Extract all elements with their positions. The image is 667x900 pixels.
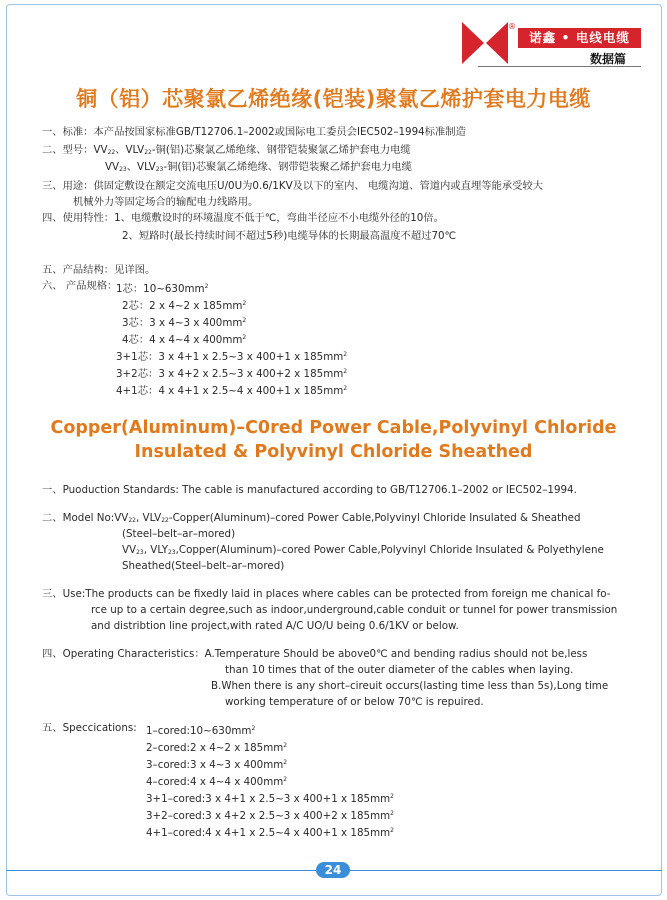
en-use-3: and distribtion line project,with rated A/C UO/U being 0.6/1KV or below.: [91, 620, 459, 632]
en-spec-item: $1-cored:10\sim 630mm^2$: [146, 725, 256, 737]
page-number: 24: [316, 862, 350, 878]
page-title-en-2: Insulated & Polyvinyl Chloride Sheathed: [134, 442, 533, 462]
registered-mark: ®: [508, 22, 516, 31]
en-spec-item: 4–cored:4 x 4~4 x $400mm^2$: [146, 776, 288, 788]
header-divider: [478, 66, 641, 67]
cn-spec-item: 1芯：$10\sim 630mm^2$: [116, 283, 209, 295]
en-spec-item: 3+2–cored:3 x 4+2 x 2.5~3 x 400+2 x $185mm^2$: [146, 810, 394, 822]
en-spec-item: 3–cored:3 x 4~3 x $400mm^2$: [146, 759, 288, 771]
cn-spec-item: 2芯：2 x 4~2 x $185mm^2$: [122, 300, 247, 312]
cn-model-2: $VV_{23}$、$VLV_{23}-$铜(铝)芯聚氯乙烯绝缘、钢带铠装聚乙烯护套电力电缆: [105, 161, 412, 173]
brand-logo-icon: [462, 22, 508, 64]
cn-spec-item: 3+1芯：3 x 4+1 x 2.5~3 x 400+1 x $185mm^2$: [116, 351, 348, 363]
en-use-1: 三、Use:The products can be fixedly laid in places where cables can be protected from foreign me chanical fo-: [42, 588, 611, 600]
cn-char-2: 2、短路时(最长持续时间不超过5秒)电缆导体的长期最高温度不超过70℃: [122, 230, 457, 242]
cn-spec-item: 3+2芯：3 x 4+2 x 2.5~3 x 400+2 x $185mm^2$: [116, 368, 348, 380]
cn-spec-item: 3芯：3 x 4~3 x $400mm^2$: [122, 317, 247, 329]
en-model-2: $VV_{23}$, $VLY_{23},Copper(Aluminum)$–cored Power Cable,Polyvinyl Chloride Insulated & Polyethylene: [122, 544, 604, 556]
section-label: 数据篇: [590, 52, 627, 66]
en-op-4: working temperature of or below 70℃ is repuired.: [225, 696, 484, 708]
en-spec-item: 4+1–cored:4 x 4+1 x 2.5~4 x 400+1 x $185mm^2$: [146, 827, 394, 839]
cn-char-1: 四、使用特性：1、电缆敷设时的环境温度不低于℃，弯曲半径应不小电缆外径的10倍。: [42, 212, 444, 224]
cn-standard: 一、标准：本产品按国家标准GB/T12706.1–2002或国际电工委员会IEC502–1994标准制造: [42, 126, 466, 138]
cn-spec-label: 六、 产品规格：: [42, 280, 118, 292]
en-op-1: 四、Operating Characteristics：A.Temperature Should be above0℃ and bending radius should not be,less: [42, 648, 588, 660]
en-spec-label: 五、Speccications:: [42, 722, 137, 734]
en-op-2: than 10 times that of the outer diameter of the cables when laying.: [225, 664, 574, 676]
cn-spec-item: 4+1芯：4 x 4+1 x 2.5~4 x 400+1 x $185mm^2$: [116, 385, 348, 397]
cn-model-1: 二、型号：$VV_{22}$、$VLV_{22}-$铜(铝)芯聚氯乙烯绝缘、钢带铠装聚氯乙烯护套电力电缆: [42, 144, 411, 156]
page-title-en-1: Copper(Aluminum)–C0red Power Cable,Polyvinyl Chloride: [50, 418, 617, 438]
cn-structure: 五、产品结构：见详图。: [42, 264, 156, 276]
page-title-cn: 铜（铝）芯聚氯乙烯绝缘(铠装)聚氯乙烯护套电力电缆: [76, 87, 591, 111]
en-standard: 一、Puoduction Standards: The cable is manufactured according to GB/T12706.1–2002 or IEC502–1994.: [42, 484, 577, 496]
en-spec-item: 3+1–cored:3 x 4+1 x 2.5~3 x 400+1 x $185mm^2$: [146, 793, 394, 805]
cn-spec-item: 4芯：4 x 4~4 x $400mm^2$: [122, 334, 247, 346]
brand-name: 诺鑫 • 电线电缆: [518, 28, 641, 48]
en-spec-item: 2–cored:2 x 4~2 x $185mm^2$: [146, 742, 288, 754]
en-model-2b: Sheathed(Steel–belt–ar–mored): [122, 560, 285, 572]
en-use-2: rce up to a certain degree,such as indoor,underground,cable conduit or tunnel for power transmission: [91, 604, 618, 616]
cn-use-2: 机械外力等固定场合的输配电力线路用。: [73, 196, 259, 208]
en-model-1b: (Steel–belt–ar–mored): [122, 528, 236, 540]
en-model-1: 二、Model $No:VV_{22}$, $VLV_{22}-Copper(Aluminum)$–cored Power Cable,Polyvinyl Chloride Insulated & Sheathed: [42, 512, 581, 524]
cn-use-1: 三、用途：供固定敷设在额定交流电压U/0U为0.6/1KV及以下的室内、 电缆沟道、管道内或直埋等能承受较大: [42, 180, 544, 192]
en-op-3: B.When there is any short–cireuit occurs(lasting time less than 5s),Long time: [211, 680, 609, 692]
